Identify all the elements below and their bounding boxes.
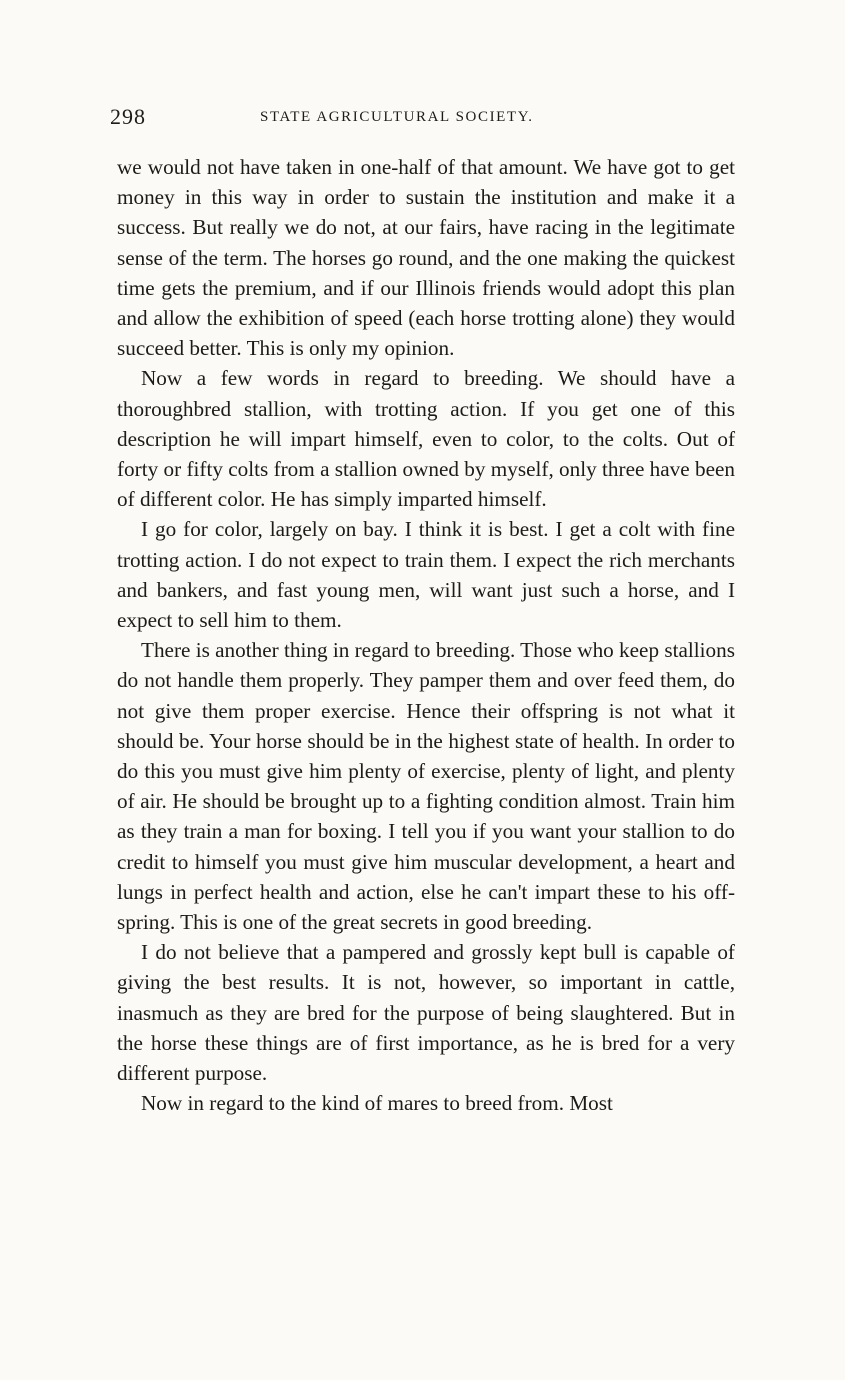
paragraph-racing: we would not have taken in one-half of that amount. We have got to get money in this way in order to sustain the institution and make it a success. But really we do not, at our fairs, have racing in the legitimate sense of the term. The horses go round, and the one making the quickest time gets the premium, and if our Illinois friends would adopt this plan and allow the exhibition of speed (each horse trotting alone) they would succeed better. This is only my opinion. bbox=[117, 155, 735, 361]
paragraph-breeding-stallion: Now a few words in regard to breeding. We should have a thoroughbred stallion, with trotting action. If you get one of this description he will impart himself, even to color, to the colts. Out of forty or fifty colts from a stallion owned by myself, only three have been of different color. He has simply imparted himself. bbox=[117, 366, 735, 512]
page-header bbox=[110, 104, 740, 134]
running-head: STATE AGRICULTURAL SOCIETY. bbox=[260, 109, 534, 125]
paragraph-color: I go for color, largely on bay. I think it is best. I get a colt with fine trotting action. I do not expect to train them. I expect the rich merchants and bankers, and fast young men, will want just such a horse, and I expect to sell him to them. bbox=[117, 517, 735, 633]
paragraph-stallion-care: There is another thing in regard to breeding. Those who keep stallions do not handle them properly. They pamper them and over feed them, do not give them proper exercise. Hence their offspring is not what it should be. Your horse should be in the highest state of health. In order to do this you must give him plenty of exercise, plenty of light, and plenty of air. He should be brought up to a fighting condition almost. Train him as they train a man for boxing. I tell you if you want your stallion to do credit to himself you must give him muscular development, a heart and lungs in perfect health and action, else he can't impart these to his offspring. This is one of the great secrets in good breeding. bbox=[117, 638, 735, 935]
body-text bbox=[117, 152, 735, 1119]
paragraph-mares: Now in regard to the kind of mares to breed from. Most bbox=[141, 1091, 613, 1116]
page-number: 298 bbox=[110, 104, 146, 129]
paragraph-cattle: I do not believe that a pampered and grossly kept bull is capable of giving the best results. It is not, however, so important in cattle, inasmuch as they are bred for the purpose of being slaughtered. But in the horse these things are of first importance, as he is bred for a very different purpose. bbox=[117, 940, 735, 1086]
